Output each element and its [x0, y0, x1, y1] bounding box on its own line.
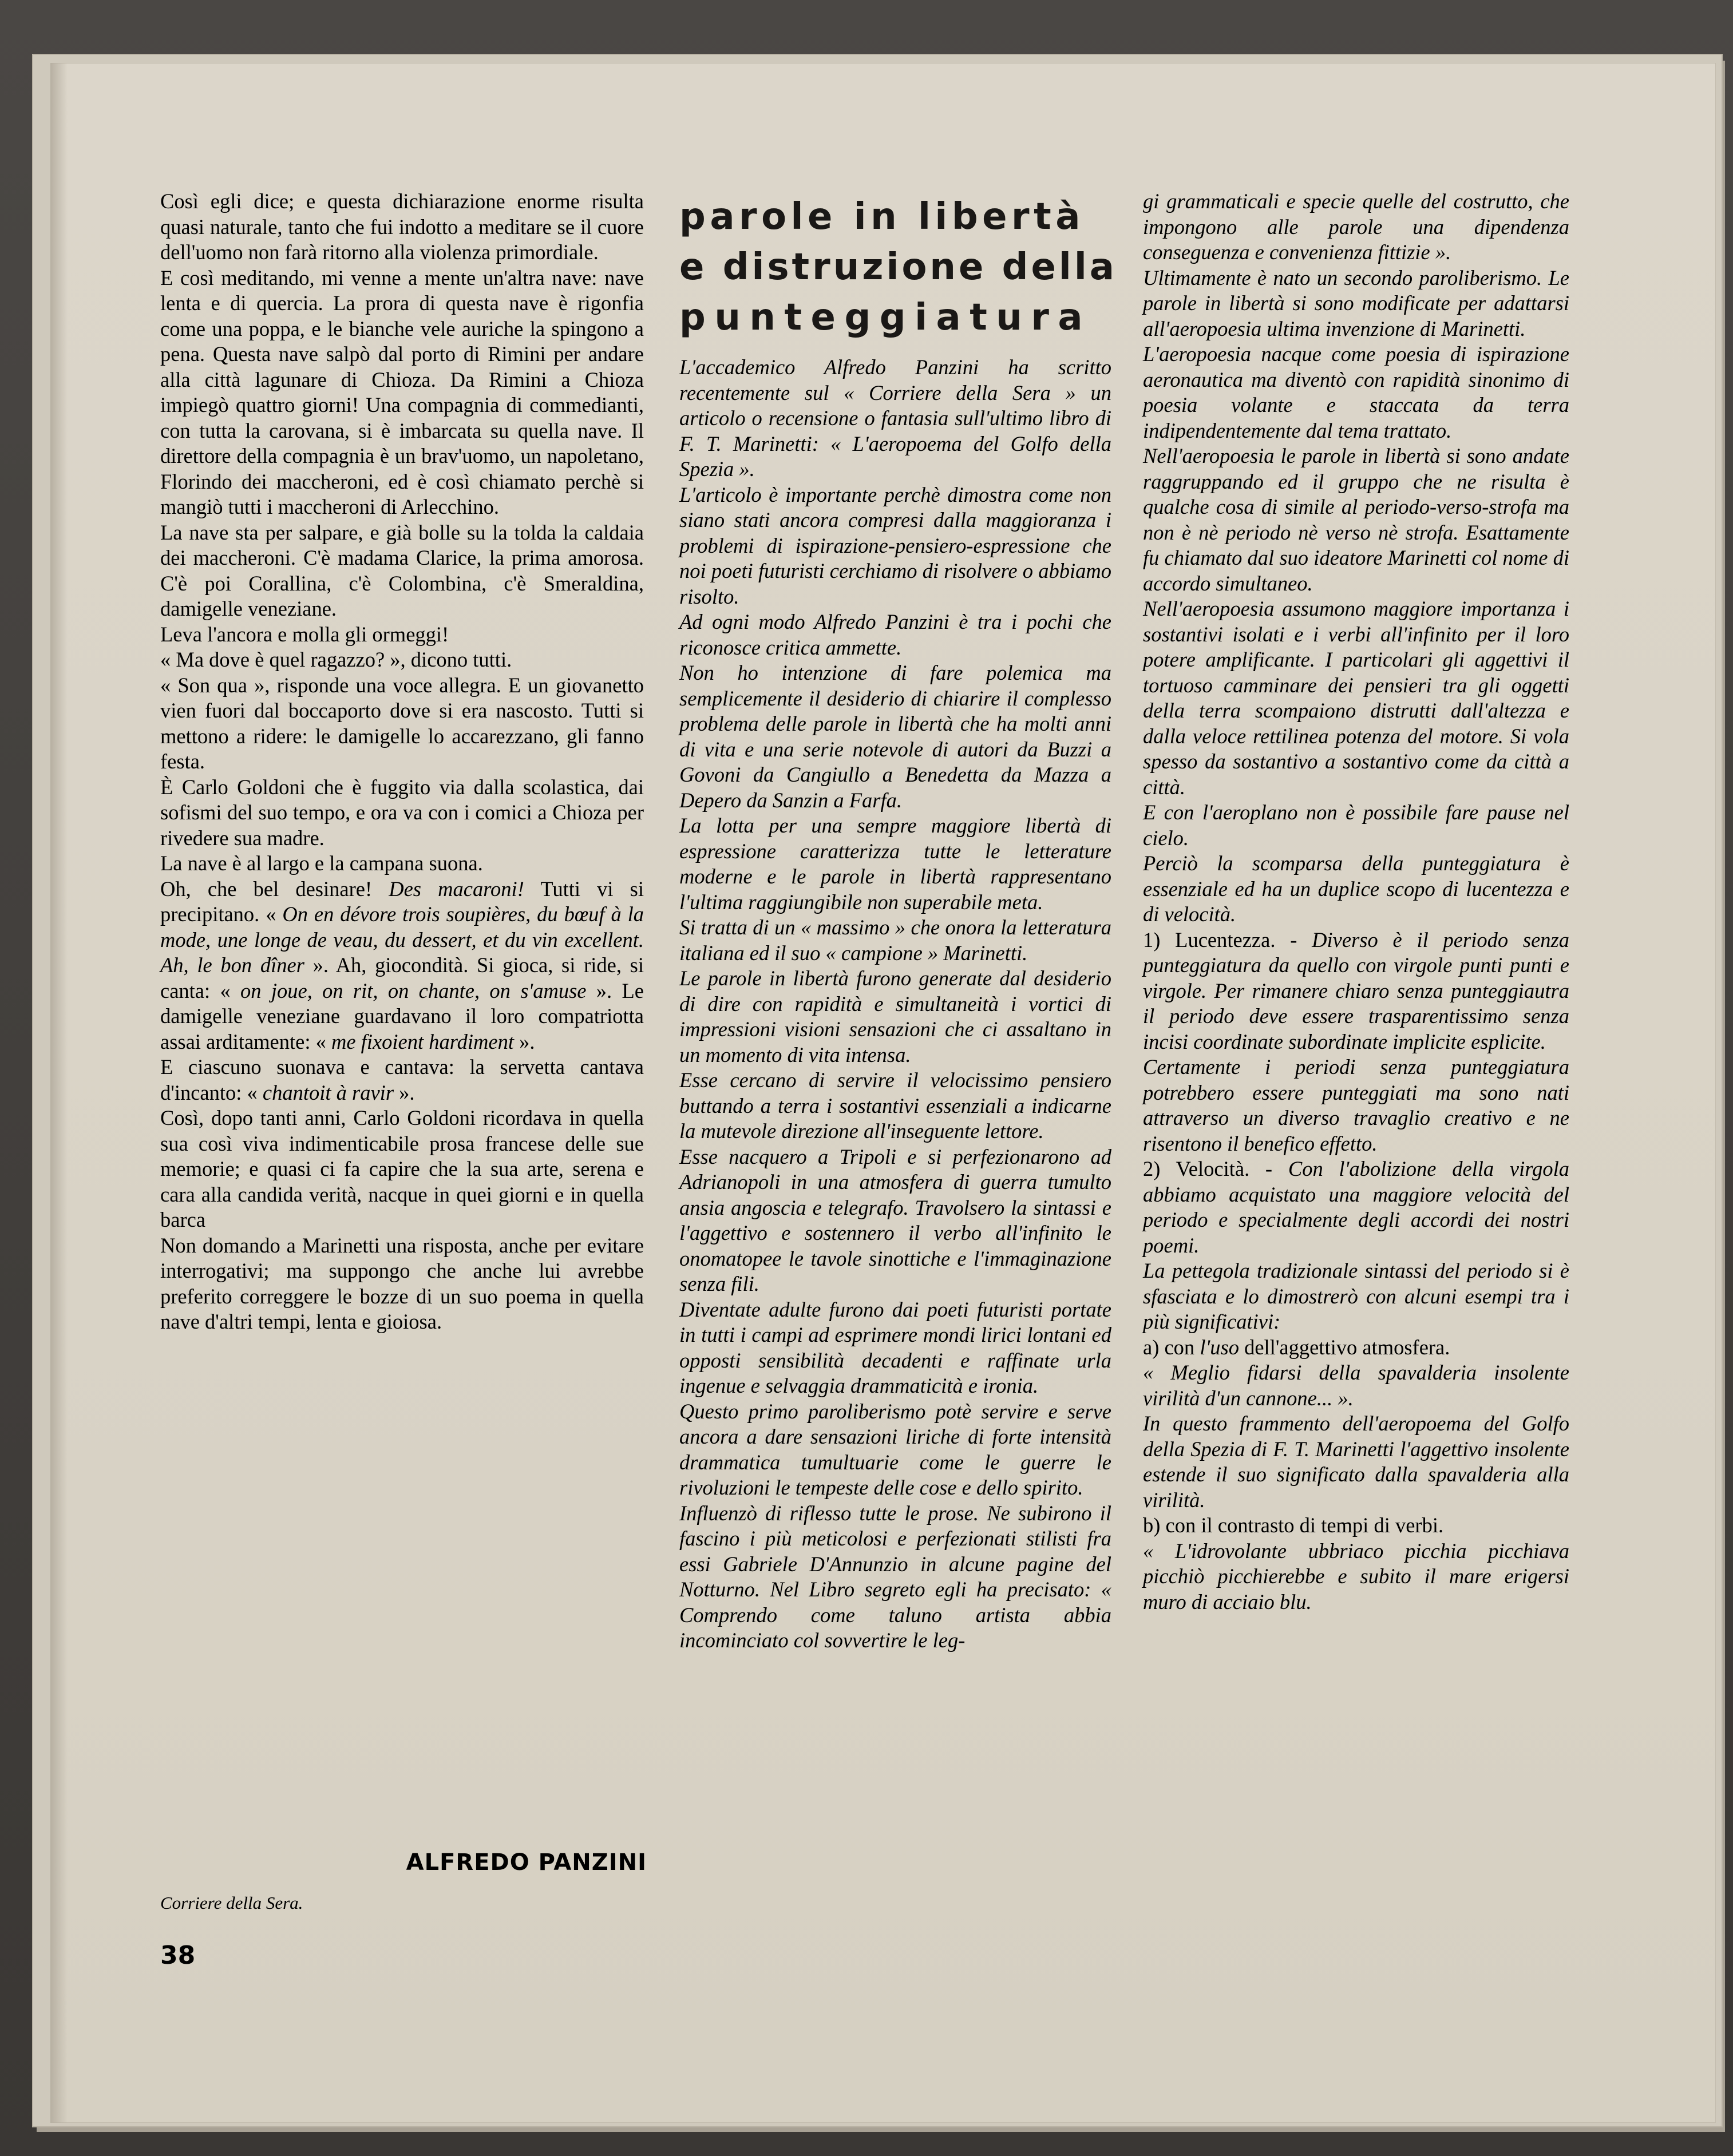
left-paragraph: « Ma dove è quel ragazzo? », dicono tutti.: [160, 648, 512, 671]
french-quote: me fixoient hardiment: [331, 1029, 514, 1053]
text-run: Con l'abolizione della virgola abbiamo acquistato una maggiore velocità del periodo e specialmente degli accordi dei nostri poemi.: [1143, 1157, 1569, 1257]
quote-run: « L'idrovolante ubbriaco picchia picchiava picchiò picchierebbe e subito il mare erigersi muro di acciaio blu.: [1143, 1539, 1569, 1614]
text-run: Tutti vi si precipitano. «: [160, 877, 644, 926]
right-paragraph: Nell'aeropoesia assumono maggiore importanza i sostantivi isolati e i verbi all'infinito per il loro potere amplificante. I particolari gli aggettivi il tortuoso camminare dei pensieri tra gli oggetti della terra scompaiono distrutti dall'altezza e dalla veloce rettilinea potenza del motore. Si vola spesso da sostantivo a sostantivo come da città a città.: [1143, 597, 1569, 799]
right-paragraph-velocita: [1143, 1156, 1569, 1258]
right-paragraph: Perciò la scomparsa della punteggiatura è essenziale ed ha un duplice scopo di lucentezza e di velocità.: [1143, 851, 1569, 926]
french-quote: on joue, on rit, on chante, on s'amuse: [240, 978, 587, 1002]
french-quote: On en dévore trois soupières, du bœuf à la mode, une longe de veau, du dessert, et du vin excellent. Ah, le bon dîner: [160, 902, 644, 977]
right-paragraph: Ultimamente è nato un secondo paroliberismo. Le parole in libertà si sono modificate per adattarsi all'aeropoesia ultima invenzione di Marinetti.: [1143, 265, 1569, 340]
text-run: Diverso è il periodo senza punteggiatura da quello con virgole punti punti e virgole. Per rimanere chiaro senza punteggiautra il periodo deve essere trasparentissimo senza incisi coordinate subordinate implicite esplicite.: [1143, 928, 1569, 1053]
middle-paragraph: Esse cercano di servire il velocissimo pensiero buttando a terra i sostantivi essenziali a indicarne la mutevole direzione all'inseguente lettore.: [679, 1068, 1111, 1143]
list-label: 1) Lucentezza. -: [1143, 928, 1312, 952]
article-headline: [679, 192, 1117, 343]
right-column: [1143, 189, 1569, 1615]
text-run: l'uso: [1200, 1335, 1239, 1359]
middle-paragraph: Esse nacquero a Tripoli e si perfezionarono ad Adrianopoli in una atmosfera di guerra tumulto ansia angoscia e telegrafo. Travolsero la sintassi e l'aggettivo e sostennero il verbo all'infinito le onomatopee le tavole sinottiche e l'immaginazione senza fili.: [679, 1144, 1111, 1295]
text-run: dell'aggettivo atmosfera.: [1239, 1335, 1450, 1359]
middle-paragraph: Questo primo paroliberismo potè servire e serve ancora a dare sensazioni liriche di forte intensità drammatica tumultuarie come le guerre le rivoluzioni le tempeste delle cose e dello spirito.: [679, 1399, 1111, 1499]
middle-paragraph: Ad ogni modo Alfredo Panzini è tra i pochi che riconosce critica ammette.: [679, 610, 1111, 659]
left-paragraph: Non domando a Marinetti una risposta, anche per evitare interrogativi; ma suppongo che anche lui avrebbe preferito correggere le bozze di un suo poema in quella nave d'altri tempi, lenta e gioiosa.: [160, 1233, 644, 1333]
left-paragraph-servetta: [160, 1055, 644, 1105]
right-paragraph-example-b: [1143, 1513, 1569, 1615]
french-quote: Des macaroni!: [389, 877, 524, 901]
right-paragraph: gi grammaticali e specie quelle del costrutto, che impongono alle parole una dipendenza conseguenza e convenienza fittizie ».: [1143, 189, 1569, 264]
list-label: a) con: [1143, 1335, 1200, 1359]
right-paragraph: Nell'aeropoesia le parole in libertà si sono andate raggruppando ed il gruppo che ne risulta è qualche cosa di simile al periodo-verso-strofa ma non è nè periodo nè verso nè strofa. Esattamente fu chiamato dal suo ideatore Marinetti col nome di accordo simultaneo.: [1143, 444, 1569, 595]
middle-paragraph: Non ho intenzione di fare polemica ma semplicemente il desiderio di chiarire il complesso problema delle parole in libertà che ha molti anni di vita e una serie notevole di autori da Buzzi a Govoni da Cangiullo a Benedetta da Mazza a Depero da Sanzin a Farfa.: [679, 661, 1111, 812]
left-paragraph: È Carlo Goldoni che è fuggito via dalla scolastica, dai sofismi del suo tempo, e ora va con i comici a Chioza per rivedere sua madre.: [160, 775, 644, 850]
headline-line: punteggiatura: [679, 296, 1092, 339]
left-paragraph: Così egli dice; e questa dichiarazione enorme risulta quasi naturale, tanto che fui indotto a meditare se il cuore dell'uomo non farà ritorno alla violenza primordiale.: [160, 189, 644, 264]
text-run: ».: [513, 1029, 535, 1053]
source-credit: Corriere della Sera.: [160, 1893, 303, 1913]
middle-column: [679, 355, 1111, 1654]
binding-gutter: [50, 63, 68, 2123]
right-paragraph: Certamente i periodi senza punteggiatura potrebbero essere punteggiati ma sono nati attraverso un diverso travaglio creativo e ne risentono il benefico effetto.: [1143, 1055, 1569, 1155]
left-paragraph-french-quotes: [160, 877, 644, 1055]
left-paragraph: Così, dopo tanti anni, Carlo Goldoni ricordava in quella sua così viva indimenticabile prosa francese delle sue memorie; e quasi ci fa capire che la sua arte, serena e cara alla candida verità, nacque in quei giorni e in quella barca: [160, 1106, 644, 1231]
headline-line: e distruzione della: [679, 246, 1117, 288]
middle-paragraph: Si tratta di un « massimo » che onora la letteratura italiana ed il suo « campione » Marinetti.: [679, 915, 1111, 965]
list-label: 2) Velocità. -: [1143, 1157, 1288, 1180]
right-paragraph-example-a: [1143, 1335, 1569, 1412]
right-paragraph-lucentezza: [1143, 928, 1569, 1055]
middle-paragraph: Diventate adulte furono dai poeti futuristi portate in tutti i campi ad esprimere mondi lirici lontani ed opposti sensibilità decadenti e raffinate urla ingenue e selvaggia drammaticità e ironia.: [679, 1297, 1111, 1397]
quote-run: « Meglio fidarsi della spavalderia insolente virilità d'un cannone... ».: [1143, 1361, 1569, 1410]
headline-line: parole in libertà: [679, 196, 1085, 238]
middle-paragraph: La lotta per una sempre maggiore libertà di espressione caratterizza tutte le letterature moderne e le parole in libertà rappresentano l'ultima raggiungibile non superabile meta.: [679, 814, 1111, 914]
middle-paragraph: L'articolo è importante perchè dimostra come non siano stati ancora compresi dalla maggioranza i problemi di ispirazione-pensiero-espressione che noi poeti futuristi cerchiamo di risolvere o abbiamo risolto.: [679, 482, 1111, 608]
left-paragraph: « Son qua », risponde una voce allegra. E un giovanetto vien fuori dal boccaporto dove si era nascosto. Tutti si mettono a ridere: le damigelle lo accarezzano, gli fanno festa.: [160, 673, 644, 773]
left-column: [160, 189, 644, 1335]
left-paragraph: La nave sta per salpare, e già bolle su la tolda la caldaia dei maccheroni. C'è madama Clarice, la prima amorosa. C'è poi Corallina, c'è Colombina, c'è Smeraldina, damigelle veneziane.: [160, 520, 644, 620]
left-paragraph: E così meditando, mi venne a mente un'altra nave: nave lenta e di quercia. La prora di questa nave è rigonfia come una poppa, e le bianche vele auriche la spingono a pena. Questa nave salpò dal porto di Rimini per andare alla città lagunare di Chioza. Da Rimini a Chioza impiegò quattro giorni! Una compagnia di commedianti, con tutta la carovana, si è imbarcata su quella nave. Il direttore della compagnia è un brav'uomo, un napoletano, Florindo dei maccheroni, ed è così chiamato perchè si mangiò tutti i maccheroni di Arlecchino.: [160, 265, 644, 518]
middle-paragraph: Influenzò di riflesso tutte le prose. Ne subirono il fascino i più meticolosi e perfezionati stilisti fra essi Gabriele D'Annunzio in alcune pagine del Notturno. Nel Libro segreto egli ha precisato: « Comprendo come taluno artista abbia incominciato col sovvertire le leg-: [679, 1501, 1111, 1652]
right-paragraph: E con l'aeroplano non è possibile fare pause nel cielo.: [1143, 800, 1569, 850]
page-number: 38: [160, 1941, 196, 1970]
text-run: ».: [394, 1080, 415, 1104]
french-quote: chantoit à ravir: [262, 1080, 394, 1104]
text-run: ». Ah, giocondità. Si gioca, si ride, si canta: «: [160, 953, 644, 1002]
middle-paragraph: L'accademico Alfredo Panzini ha scritto recentemente sul « Corriere della Sera » un articolo o recensione o fantasia sull'ultimo libro di F. T. Marinetti: « L'aeropoema del Golfo della Spezia ».: [679, 355, 1111, 481]
middle-paragraph: Le parole in libertà furono generate dal desiderio di dire con rapidità e simultaneità i vortici di impressioni visioni sensazioni che ci assaltano in un momento di vita intensa.: [679, 966, 1111, 1067]
right-paragraph: La pettegola tradizionale sintassi del periodo si è sfasciata e lo dimostrerò con alcuni esempi tra i più significativi:: [1143, 1259, 1569, 1333]
right-paragraph: L'aeropoesia nacque come poesia di ispirazione aeronautica ma diventò con rapidità sinonimo di poesia volante e staccata da terra indipendentemente dal tema trattato.: [1143, 342, 1569, 442]
list-label: b) con il contrasto di tempi di verbi.: [1143, 1513, 1444, 1537]
text-run: E ciascuno suonava e cantava: la servetta cantava d'incanto: «: [160, 1055, 644, 1104]
text-run: ». Le damigelle veneziane guardavano il loro compatriotta assai arditamente: «: [160, 978, 644, 1053]
left-paragraph: La nave è al largo e la campana suona.: [160, 851, 483, 875]
author-signature: ALFREDO PANZINI: [406, 1849, 647, 1876]
text-run: Oh, che bel desinare!: [160, 877, 389, 901]
left-paragraph: Leva l'ancora e molla gli ormeggi!: [160, 622, 449, 646]
right-paragraph: In questo frammento dell'aeropoema del Golfo della Spezia di F. T. Marinetti l'aggettivo insolente estende il suo significato dalla spavalderia alla virilità.: [1143, 1412, 1569, 1512]
